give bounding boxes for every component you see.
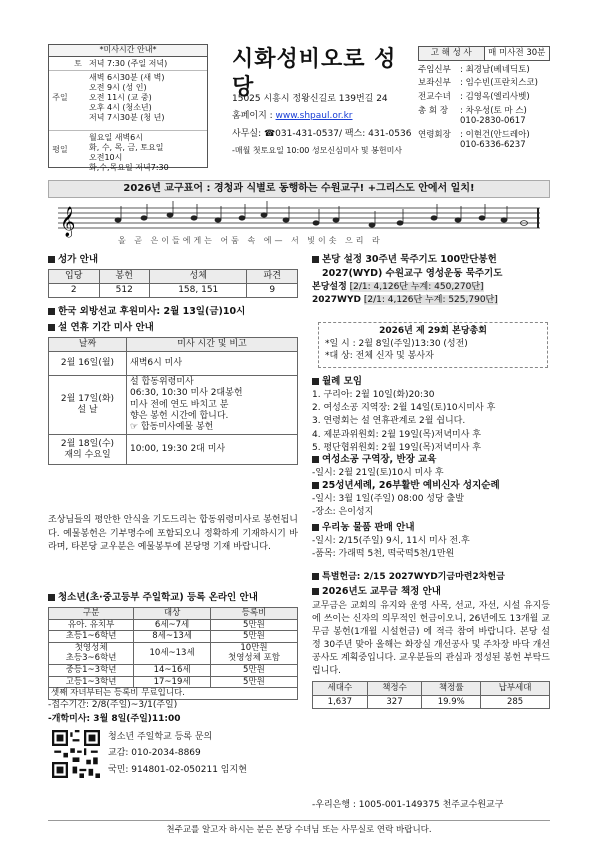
list-item: 1. 구리아: 2월 10일(화)20:30 <box>312 389 435 400</box>
monthly-meetings <box>312 376 550 456</box>
special-offering-text: 특별헌금: 2/15 2027WYD기금마련2차헌금 <box>322 572 505 582</box>
square-bullet-icon <box>312 256 319 263</box>
staff-role: 보좌신부 <box>418 78 451 89</box>
rosary-line <box>312 295 550 306</box>
table-header: 파견 <box>247 269 298 283</box>
youth-table <box>48 607 298 700</box>
table-cell: 2 <box>49 284 100 298</box>
assembly-target: *대 상: 전체 신자 및 봉사자 <box>325 350 434 361</box>
staff-row <box>418 130 550 151</box>
farm-goods-time: -일시: 2/15(주일) 9시, 11시 미사 전.후 <box>312 535 470 546</box>
lunar-table <box>48 337 298 466</box>
mass-times-box <box>48 44 208 172</box>
table-cell: 2월 17일(화) 설 날 <box>49 376 127 435</box>
youth-registration-section <box>48 592 298 700</box>
mass-row-label: 평일 <box>52 145 68 154</box>
parish-homepage-row <box>232 111 412 122</box>
education-title: 여성소공 구역장, 반장 교육 <box>322 454 437 465</box>
table-header: 미사 시간 및 비고 <box>127 337 298 351</box>
staff-row <box>418 65 550 76</box>
table-cell: 285 <box>481 695 550 709</box>
lunar-note: 조상님들의 평안한 안식을 기도드리는 합동위령미사로 봉헌됩니다. 예물봉헌은 기부명수에 포함되오니 정확하게 기재하시기 바라며, 타본당 교우분은 예물봉투에 본당명 기재 바랍니다. <box>48 515 298 552</box>
square-bullet-icon <box>48 308 55 315</box>
diocese-motto: 2026년 교구표어 : 경청과 식별로 동행하는 수원교구! +그리스도 안에서 일치! <box>48 180 550 198</box>
rosary-title-row <box>312 254 550 266</box>
table-cell: 8세~13세 <box>134 631 211 643</box>
lunar-title-row <box>48 322 298 334</box>
rosary-line-value: [2/1: 4,126단 누계: 450,270단] <box>349 281 484 292</box>
square-bullet-icon <box>312 588 319 595</box>
qr-code-icon[interactable] <box>52 730 100 778</box>
youth-contact <box>108 732 298 781</box>
youth-period: -접수기간: 2/8(주일)~3/1(주일) <box>48 700 178 710</box>
table-cell: 2월 16일(월) <box>49 352 127 376</box>
farm-goods-items: -품목: 가래떡 5천, 떡국떡5천/1만원 <box>312 549 455 560</box>
assembly-title: 2026년 제 29회 본당총회 <box>379 326 487 336</box>
pilgrimage-title-row <box>312 480 550 492</box>
table-header: 등록비 <box>210 607 297 619</box>
staff-row <box>418 106 550 127</box>
contact-title: 청소년 주일학교 등록 문의 <box>108 732 213 742</box>
homepage-label: 홈페이지 : <box>232 111 273 122</box>
youth-title: 청소년(초·중고등부 주일학교) 등록 온라인 안내 <box>58 592 258 603</box>
table-cell: 고등1~3학년 <box>49 676 134 688</box>
rosary-subtitle: 2027(WYD) 수원교구 영성운동 묵주기도 <box>322 267 503 279</box>
table-cell: 512 <box>99 284 150 298</box>
youth-schedule <box>48 700 298 729</box>
table-header: 대상 <box>134 607 211 619</box>
contact-account: 국민: 914801-02-050211 임지현 <box>108 764 247 775</box>
mass-row-label: 토 <box>74 59 82 68</box>
square-bullet-icon <box>312 378 319 385</box>
table-cell: 5만원 <box>210 619 297 631</box>
table-cell: 6세~7세 <box>134 619 211 631</box>
table-cell: 158, 151 <box>150 284 247 298</box>
table-header: 입당 <box>49 269 100 283</box>
square-bullet-icon <box>312 456 319 463</box>
staff-row <box>418 78 550 89</box>
tithe-title: 2026년도 교무금 책정 안내 <box>322 586 441 597</box>
farm-goods-title: 우리농 물품 판매 안내 <box>322 522 415 533</box>
rosary-title: 본당 설정 30주년 묵주기도 100만단봉헌 <box>322 254 497 265</box>
table-cell: 10세~13세 <box>134 642 211 664</box>
table-header: 날짜 <box>49 337 127 351</box>
hymn-section <box>48 254 298 298</box>
staff-person: : 이현건(안드레아) 010-6336-6237 <box>460 129 530 151</box>
parish-note: -매월 첫토요일 10:00 성모신심미사 및 봉헌미사 <box>232 145 403 155</box>
table-header: 납부세대 <box>481 682 550 696</box>
youth-opening-mass: -개학미사: 3월 8일(주일)11:00 <box>48 714 181 725</box>
confession-label: 고 해 성 사 <box>419 47 485 60</box>
mass-row-weekday <box>49 133 207 172</box>
parish-address: 15025 시흥시 정왕신길로 139번길 24 <box>232 94 388 104</box>
pilgrimage-section <box>312 480 550 520</box>
tithe-title-row <box>312 586 550 598</box>
staff-person: : 최경남(베네딕토) <box>460 64 530 75</box>
table-header: 세대수 <box>313 682 368 696</box>
parish-info <box>232 94 412 162</box>
hymn-title-row <box>48 254 298 266</box>
tithe-section <box>312 586 550 709</box>
list-item: 3. 연령회는 설 연휴관계로 2월 쉽니다. <box>312 416 466 427</box>
tithe-body: 교무금은 교회의 유지와 운영 사목, 선교, 자선, 시설 유지등에 쓰이는 신자의 의무적인 헌금이오니, 26년에도 13개월 교무금 봉헌(1개월 시설헌금) 에 적극 참여 바랍니다. 본당 설정 30주년 맞아 올해는 화장실 개선공사 및 주차장 바닥 개선 공사도 계획중입니다. 교우분들의 관심과 정성된 봉헌 부탁드립니다. <box>312 600 550 677</box>
education-time: -일시: 2월 21일(토)10시 미사 후 <box>312 467 444 478</box>
square-bullet-icon <box>312 573 319 580</box>
staff-row <box>418 92 550 103</box>
rosary-line-label: 본당설정 <box>312 281 347 292</box>
treble-clef-icon: 𝄞 <box>60 207 76 237</box>
parish-title: 시화성비오로 성당 <box>232 46 397 100</box>
table-cell: 10만원 첫영성체 포함 <box>210 642 297 664</box>
square-bullet-icon <box>312 482 319 489</box>
staff-role: 주임신부 <box>418 64 451 75</box>
contact-phone: 교감: 010-2034-8869 <box>108 748 201 759</box>
mass-row-label: 주일 <box>52 93 68 102</box>
table-cell: 첫영성체 초등3~6학년 <box>49 642 134 664</box>
youth-title-row <box>48 592 298 604</box>
table-cell: 10:00, 19:30 2대 미사 <box>127 435 298 465</box>
hymn-title: 성가 안내 <box>58 254 99 265</box>
square-bullet-icon <box>48 324 55 331</box>
confession-header <box>418 46 550 61</box>
table-cell: 327 <box>367 695 422 709</box>
hymn-table <box>48 269 298 299</box>
staff-person: : 김영옥(엘리사벳) <box>460 91 530 102</box>
pilgrimage-title: 25성년세례, 26부활반 예비신자 성지순례 <box>322 480 500 491</box>
special-offering <box>312 572 550 583</box>
table-cell: 5만원 <box>210 665 297 677</box>
square-bullet-icon <box>48 594 55 601</box>
lunar-title: 설 연휴 기간 미사 안내 <box>58 322 154 333</box>
score-lyrics: 올 곧 은이들에게는 어둠 속 에— 서 빛이솟 으리 라 <box>118 236 383 245</box>
education-title-row <box>312 454 550 466</box>
table-cell: 초등1~6학년 <box>49 631 134 643</box>
table-header: 구분 <box>49 607 134 619</box>
bank-account: -우리은행 : 1005-001-149375 천주교수원교구 <box>312 800 504 810</box>
square-bullet-icon <box>48 256 55 263</box>
staff-role: 전교수녀 <box>418 91 451 102</box>
rosary-line-label: 2027WYD <box>312 295 361 305</box>
homepage-link[interactable]: www.shpaul.or.kr <box>275 111 353 122</box>
mass-row-text: 월요일 새벽6시 화, 수, 목, 금, 토요일 오전10시 화,수,목요일 저녁7:30 <box>89 133 169 172</box>
table-header: 봉헌 <box>99 269 150 283</box>
table-cell: 19.9% <box>422 695 481 709</box>
square-bullet-icon <box>312 524 319 531</box>
farm-goods-title-row <box>312 522 550 534</box>
staff-box <box>418 46 550 154</box>
table-cell: 중등1~3학년 <box>49 665 134 677</box>
table-cell: 2월 18일(수) 재의 수요일 <box>49 435 127 465</box>
table-cell: 5만원 <box>210 676 297 688</box>
staff-person: : 차우성(토 마 스) 010-2830-0617 <box>460 105 527 127</box>
table-cell: 새벽6시 미사 <box>127 352 298 376</box>
mission-mass-text: 한국 외방선교 후원미사: 2월 13일(금)10시 <box>58 306 246 317</box>
mass-row-saturday <box>49 59 207 71</box>
pilgrimage-time: -일시: 3월 1일(주일) 08:00 성당 출발 <box>312 493 464 504</box>
parish-assembly-box <box>318 322 548 368</box>
pilgrimage-place: -장소: 은이성지 <box>312 507 374 518</box>
table-cell: 5만원 <box>210 631 297 643</box>
mass-row-sunday <box>49 73 207 131</box>
table-cell: 설 합동위령미사 06:30, 10:30 미사 2대봉헌 미사 전에 연도 바치고 분 향은 봉헌 시간에 합니다. ☞ 합동미사예물 봉헌 <box>127 376 298 435</box>
table-cell: 17~19세 <box>134 676 211 688</box>
table-header: 책정률 <box>422 682 481 696</box>
meetings-title-row <box>312 376 550 388</box>
assembly-date: *일 시 : 2월 8일(주일)13:30 (성전) <box>325 339 468 350</box>
staff-role: 총 회 장 <box>418 105 449 116</box>
rosary-line <box>312 282 550 293</box>
meetings-title: 월례 모임 <box>322 376 363 387</box>
footer-note: 천주교를 알고자 하시는 분은 본당 수녀님 또는 사무실로 연락 바랍니다. <box>48 820 550 836</box>
youth-footnote: 셋째 자녀부터는 등록비 무료입니다. <box>49 688 298 700</box>
list-item: 4. 제분과위원회: 2월 19일(목)저녁미사 후 <box>312 429 481 440</box>
table-header: 책정수 <box>367 682 422 696</box>
list-item: 5. 평단협위원회: 2월 19일(목)저녁미사 후 <box>312 442 481 453</box>
rosary-line-value: [2/1: 4,126단 누계: 525,790단] <box>363 295 498 305</box>
mass-times-caption: *미사시간 안내* <box>49 45 207 57</box>
staff-role: 연령회장 <box>418 129 451 140</box>
table-cell: 1,637 <box>313 695 368 709</box>
list-item: 2. 여성소공 지역장: 2월 14일(토)10시미사 후 <box>312 403 496 414</box>
parish-phone: 사무실: ☎031-431-0537/ 팩스: 431-0536 <box>232 128 412 139</box>
staff-person: : 임수빈(프란치스코) <box>460 78 538 89</box>
mission-mass-notice <box>48 306 298 318</box>
lunar-newyear-section <box>48 322 298 465</box>
tithe-table <box>312 681 550 709</box>
confession-time: 매 미사전 30분 <box>488 48 546 58</box>
table-cell: 9 <box>247 284 298 298</box>
rosary-section <box>312 254 550 308</box>
table-cell: 14~16세 <box>134 665 211 677</box>
mass-row-text: 저녁 7:30 (주일 저녁) <box>89 59 168 68</box>
table-cell: 유아. 유치부 <box>49 619 134 631</box>
leader-education <box>312 454 550 481</box>
mass-row-text: 새벽 6시30분 (새 벽) 오전 9시 (성 인) 오전 11시 (교 중) 오후 4시 (청소년) 저녁 7시30분 (청 년) <box>89 73 165 122</box>
farm-goods-section <box>312 522 550 562</box>
table-header: 성체 <box>150 269 247 283</box>
